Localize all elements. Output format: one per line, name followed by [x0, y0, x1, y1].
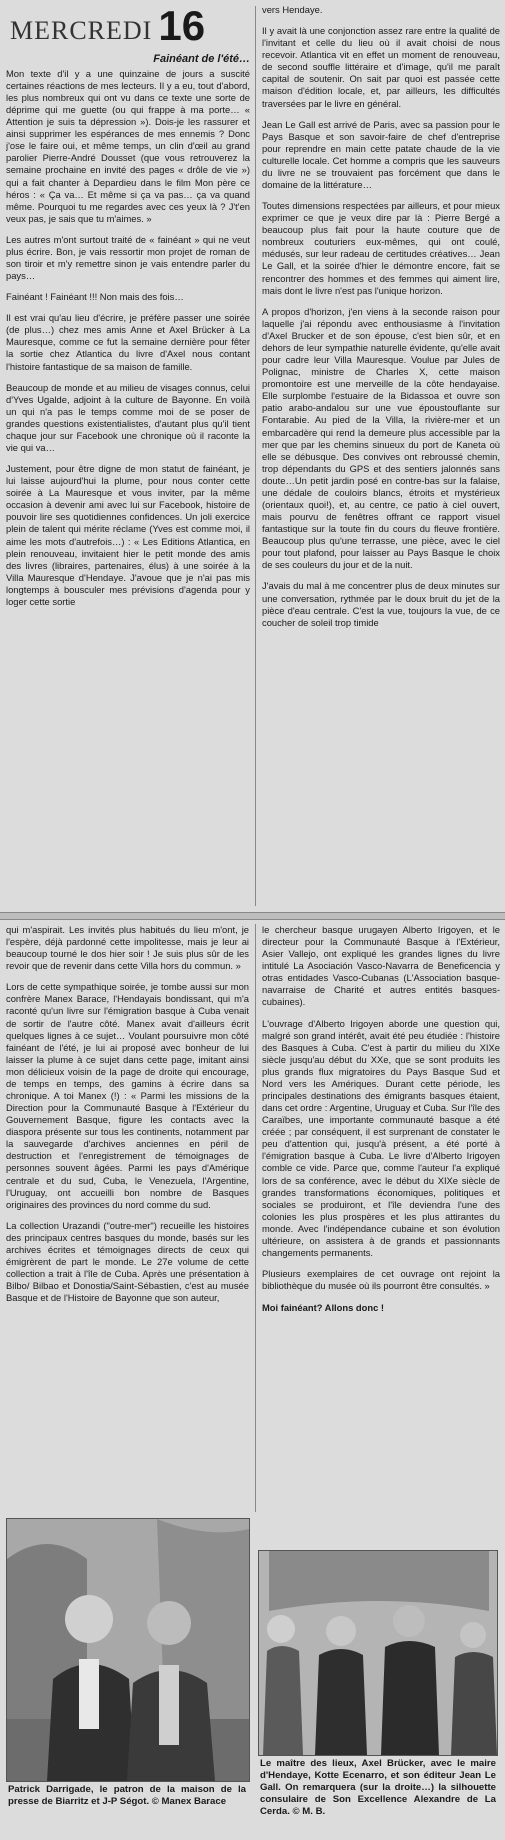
- photo-caption-left: Patrick Darrigade, le patron de la maison de la presse de Biarritz et J-P Ségot. © Manex Barace: [8, 1784, 246, 1807]
- paragraph: Plusieurs exemplaires de cet ouvrage ont rejoint la bibliothèque du musée où ils pourront être consultés. »: [262, 1268, 500, 1292]
- column-rule: [255, 6, 256, 906]
- paragraph: Moi fainéant? Allons donc !: [262, 1302, 385, 1314]
- paragraph: Toutes dimensions respectées par ailleurs, et pour mieux exprimer ce que je veux dire par là : Pierre Bergé a beaucoup plus fait pour la haute couture que de nombreux couturiers eux-mêmes, qui ont coulé, médusés, sur leur radeau de certitudes créatives… Jean Le Gall, et la soirée d'hier le démontre encore, fait se rencontrer des hommes et des femmes qui aiment lire, mais dont le livre n'est pas l'unique horizon.: [262, 200, 500, 296]
- photo-two-men-image: [7, 1519, 249, 1781]
- paragraph: La collection Urazandi ("outre-mer") recueille les histoires des principaux centres basques du monde, basés sur les archives écrites et témoignages directs de ceux qui émigrèrent de part le monde. Le 27e volume de cette collection a trait à l'île de Cuba. Après une présentation à Bilbo/ Bilbao et Donostia/Saint-Sébastien, c'est au musée Basque et de l'Histoire de Bayonne que son auteur,: [6, 1219, 249, 1304]
- day-number: 16: [158, 6, 206, 49]
- paragraph: vers Hendaye.: [262, 4, 323, 15]
- paragraph: A propos d'horizon, j'en viens à la seconde raison pour laquelle j'ai répondu avec enthousiasme à l'invitation d'Axel Brucker et de son épouse, c'est bien sûr, et en dehors de leur sympathie naturelle évidente, qu'elle avait pour cadre leur Villa Mauresque. Voulue par Jules de Polignac, ministre de Charles X, cette maison promontoire est une merveille de la côte hendayaise. Elle surplombe l'estuaire de la Bidassoa et ouvre son patio arabo-andalou sur une vue époustouflante sur Fontarabie. Au pied de la Villa, la rivière-mer et un embarcadère qui rend la demeure plus accessible par la mer que par les chemins sinueux du port de Kaneta où elle se débusque. Des convives ont rebroussé chemin, trop dépendants du GPS et des sentiers jalonnés sans doute…Un petit jardin posé en contre-bas sur la falaise, une dédale de couloirs blancs, étroits et mystérieux (orientaux quoi!), et, au centre, ce patio à ciel ouvert, mais pourvu de fenêtres offrant ce rapport visuel fantastique sur la toute fin du cours du fleuve frontière. Beaucoup plus qu'une terrasse, une pièce, avec le ciel pour tout plafond, pour laisser au Pays Basque le choix de ses couleurs du jour et de la nuit.: [262, 305, 500, 571]
- date-header: [10, 6, 250, 49]
- paragraph: J'avais du mal à me concentrer plus de deux minutes sur une conversation, rythmée par le doux bruit du jet de la pièce d'eau centrale. C'est la vue, toujours la vue, de ce coucher de soleil trop timide: [262, 580, 500, 628]
- column-left-bottom: [6, 924, 249, 1512]
- column-rule: [255, 924, 256, 1512]
- paragraph: Jean Le Gall est arrivé de Paris, avec sa passion pour le Pays Basque et son savoir-faire de chef d'entreprise pour reprendre en main cette patate chaude de la vie culturelle locale. Cet homme a compris que les sauveurs du livre ne se trouvaient pas forcément que dans le domaine de la littérature…: [262, 118, 500, 191]
- paragraph: L'ouvrage d'Alberto Irigoyen aborde une question qui, malgré son grand intérêt, avait été peu étudiée : l'histoire des Basques à Cuba. C'est à partir du milieu du XIXe siècle jusqu'au début du XXe, que se sont produits les plus grands flux migratoires du Pays Basque Sud et Nord vers les Amériques. Durant cette période, les principales destinations des émigrants basques étaient, dans cet ordre : Argentine, Uruguay et Cuba. Sur l'île des Caraïbes, une importante communauté basque a été créée ; par conséquent, il est surprenant de constater le peu d'attention qui, jusqu'à présent, a été porté à l'émigration basque à Cuba. Le livre d'Alberto Irigoyen comble ce vide. Parce que, comme l'auteur l'a expliqué lors de sa conférence, avec le début du XIXe siècle de grandes transformations économiques, politiques et sociales se produiront, et l'île deviendra l'une des colonies les plus prospères et les plus attirantes du monde. Avec l'indépendance cubaine et son évolution ultérieure, on assistera à de grands et passionnants changements permanents.: [262, 1017, 500, 1259]
- day-name: MERCREDI: [10, 15, 153, 45]
- paragraph: Beaucoup de monde et au milieu de visages connus, celui d'Yves Ugalde, adjoint à la culture de Bayonne. En voilà un qui n'a pas le temps comme moi de se poser de grandes questions existentialistes, d'autant plus qu'il tient chaque jour sur Facebook une chronique où il raconte la vie qui va…: [6, 381, 250, 453]
- page-divider: [0, 912, 505, 920]
- article-title: Fainéant de l'été…: [153, 52, 250, 65]
- paragraph: Il y avait là une conjonction assez rare entre la qualité de l'invitant et celle du lieu où il avait choisi de nous recevoir. Atlantica vit en effet un moment de renouveau, de second souffle littéraire et d'image, qu'il me paraît capital de soutenir. On sait par quoi est passée cette maison d'édition locale, et, par ailleurs, les difficultés traversées par le livre en général.: [262, 25, 500, 109]
- column-text: [6, 924, 249, 1304]
- column-text: [262, 924, 500, 1314]
- paragraph: qui m'aspirait. Les invités plus habitués du lieu m'ont, je l'espère, déjà pardonné cette impolitesse, mais je leur ai beaucoup tourné le dos hier soir ! Je suis plus sûr de les revoir que de revenir dans cette Villa hors du commun. »: [6, 924, 249, 972]
- column-left-top: [6, 6, 250, 908]
- photo-two-men: [6, 1518, 250, 1782]
- paragraph: le chercheur basque urugayen Alberto Irigoyen, et le directeur pour la Communauté Basque à l'Extérieur, Asier Vallejo, ont expliqué les grandes lignes du livre intitulé La Asociación Vasco-Navarra de Beneficencia y otras entidades Vasco-Cubanas (L'Association basque-navarraise de Charité et autres entités basques-cubaines).: [262, 924, 500, 1008]
- photo-group-patio: [258, 1550, 498, 1756]
- paragraph: Les autres m'ont surtout traité de « fainéant » qui ne veut plus écrire. Bon, je vais ressortir mon projet de roman de son tiroir et m'y remettre sinon je vais entendre parler du pays…: [6, 233, 250, 282]
- paragraph: Il est vrai qu'au lieu d'écrire, je préfère passer une soirée (de plus…) chez mes amis Anne et Axel Brücker à La Mauresque, comme ce fut la semaine dernière pour fêter la sortie chez Atlantica du livre d'Axel nous contant l'histoire fantastique de sa maison de famille.: [6, 312, 250, 372]
- paragraph: Fainéant ! Fainéant !!! Non mais des fois…: [6, 291, 184, 303]
- column-text: [6, 68, 250, 608]
- paragraph: Lors de cette sympathique soirée, je tombe aussi sur mon confrère Manex Barace, l'Hendayais bondissant, qui m'a raconté qu'un livre sur l'émigration basque à Cuba venait de sortir de l'autre côté. Manex avait d'ailleurs écrit quelques lignes à ce sujet… Voulant poursuivre mon côté fainéant de l'été, je lui ai proposé avec bonheur de lui laisser la plume à ce sujet dans cette page, imitant ainsi mon délicieux voisin de la page de droite qui encourage, de temps en temps, des gamins à écrire dans sa chronique. A toi Manex (!) : « Parmi les missions de la Direction pour la Communauté Basque à l'Extérieur du Gouvernement Basque, figure les contacts avec la diaspora présente sur tous les continents, notamment par la sauvegarde d'archives anciennes en péril de destruction et l'enregistrement de témoignages de personnes souvent âgées. Parmi les pays d'Amérique centrale et du sud, Cuba, le Venezuela, l'Argentine, l'Uruguay, ont accueilli bon nombre de Basques originaires des provinces du nord comme du sud.: [6, 981, 249, 1210]
- photo-caption-right: Le maître des lieux, Axel Brücker, avec le maire d'Hendaye, Kotte Ecenarro, et son éditeur Jean Le Gall. On remarquera (sur la droite…) la silhouette consulaire de Son Excellence Alexandre de La Cerda. © M. B.: [260, 1758, 496, 1817]
- paragraph: Justement, pour être digne de mon statut de fainéant, je lui laisse aujourd'hui la plume, pour nous conter cette soirée à La Mauresque et vous inviter, par la même occasion à devenir ami avec lui sur Facebook, histoire de pouvoir lire ses quotidiennes confidences. Un joli exercice plein de talent qui mérite réclame (Yves est comme moi, il aime les mots d'autrefois…) : « Les Editions Atlantica, en plein renouveau, invitaient hier le petit monde des amis des livres (libraires, partenaires, élus) à une soirée à la Villa Mauresque d'Hendaye. J'avoue que je n'ai pas mis longtemps à bousculer mes prévisions d'agenda pour y loger cette sortie: [6, 463, 250, 607]
- paragraph: Mon texte d'il y a une quinzaine de jours a suscité certaines réactions de mes lecteurs. Il y a eu, tout d'abord, les plus nombreux qui ont vu dans ce texte une sorte de déprime qui me guette (ou qui frappe à ma porte… « Attention je suis ta dépression »). Dois-je les rassurer et ainsi supprimer les espérances de mes ennemis ? Donc j'ose le faire oui, et même temps, un clin d'œil au grand parolier Pierre-André Dousset (que vous retrouverez la semaine prochaine en invité des pages « drôle de vie ») qui a fait chanter à Depardieu dans le film Mon père ce héros : « Ça va… Et même si ça va pas… ça va quand même. Pourquoi tu me regardes avec ces yeux là ? J't'en veux pas, je sais que tu m'aimes. »: [6, 67, 250, 224]
- photo-group-patio-image: [259, 1551, 497, 1755]
- column-right-bottom: [262, 924, 500, 1512]
- column-right-top: [262, 4, 500, 908]
- column-text: [262, 4, 500, 629]
